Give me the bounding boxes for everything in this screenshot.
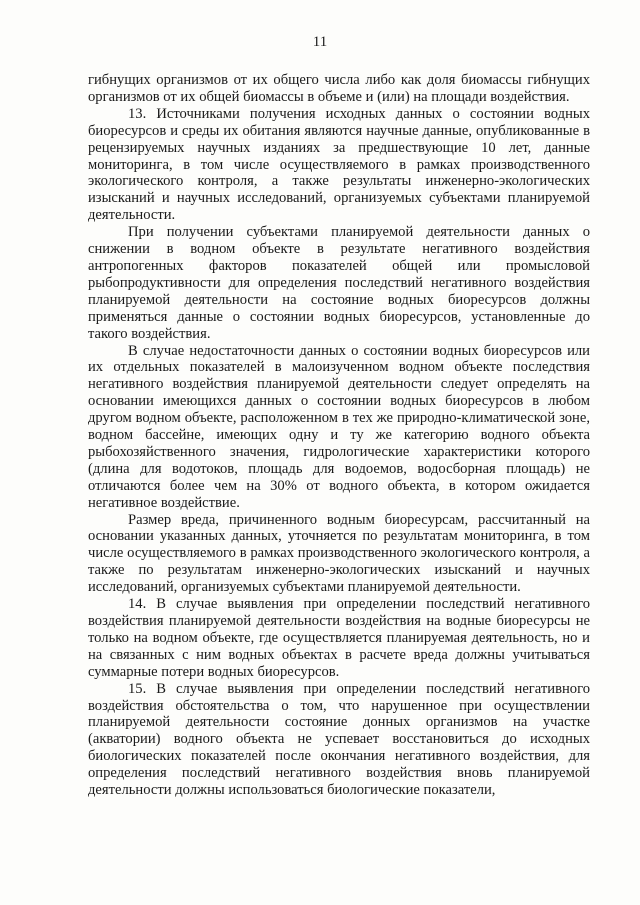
paragraph-insufficient-data: В случае недостаточности данных о состоянии водных биоресурсов или их отдельных показателей в малоизученном водном объекте последствия негативного воздействия планируемой деятельности следует определять на основании имеющихся данных о состоянии водных биоресурсов в любом другом водном объекте, расположенном в тех же природно-климатической зоне, водном бассейне, имеющих одну и ту же категорию водного объекта рыбохозяйственного значения, гидрологические характеристики которого (длина для водотоков, площадь для водоемов, водосборная площадь) не отличаются более чем на 30% от водного объекта, в котором ожидается негативное воздействие.	[88, 342, 590, 511]
document-body	[88, 72, 590, 799]
paragraph-damage-size: Размер вреда, причиненного водным биоресурсам, рассчитанный на основании указанных данных, уточняется по результатам мониторинга, в том числе осуществляемого в рамках производственного экологического контроля, а также по результатам инженерно-экологических изысканий и научных исследований, организуемых субъектами планируемой деятельности.	[88, 511, 590, 596]
paragraph-baseline-data: При получении субъектами планируемой деятельности данных о снижении в водном объекте в результате негативного воздействия антропогенных факторов показателей общей или промысловой рыбопродуктивности для определения последствий негативного воздействия планируемой деятельности на состояние водных биоресурсов должны применяться данные о состоянии водных биоресурсов, установленные до такого воздействия.	[88, 224, 590, 342]
paragraph-continuation: гибнущих организмов от их общего числа либо как доля биомассы гибнущих организмов от их общей биомассы в объеме и (или) на площади воздействия.	[88, 72, 590, 105]
paragraph-item-13: 13. Источниками получения исходных данных о состоянии водных биоресурсов и среды их обитания являются научные данные, опубликованные в рецензируемых научных изданиях за предшествующие 10 лет, данные мониторинга, в том числе осуществляемого в рамках производственного экологического контроля, а также результаты инженерно-экологических изысканий и научных исследований, организуемых субъектами планируемой деятельности.	[88, 105, 590, 224]
paragraph-item-14: 14. В случае выявления при определении последствий негативного воздействия планируемой деятельности воздействия на водные биоресурсы не только на водном объекте, где осуществляется планируемая деятельность, но и на связанных с ним водных объектах в расчете вреда должны учитываться суммарные потери водных биоресурсов.	[88, 596, 590, 680]
page-number: 11	[312, 34, 328, 50]
paragraph-item-15: 15. В случае выявления при определении последствий негативного воздействия обстоятельства о том, что нарушенное при осуществлении планируемой деятельности состояние донных организмов на участке (акватории) водного объекта не успевает восстановиться до исходных биологических показателей после окончания негативного воздействия, для определения последствий негативного воздействия вновь планируемой деятельности должны использоваться биологические показатели,	[88, 680, 590, 799]
